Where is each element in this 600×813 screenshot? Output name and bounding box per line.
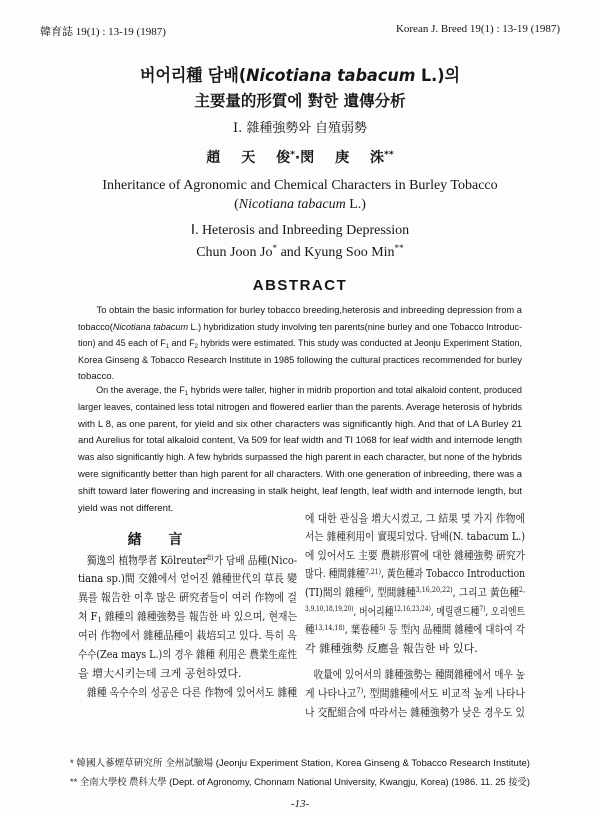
text-run: , 메릴랜드種 [430, 604, 480, 618]
text-run: , 오리엔트 [485, 604, 525, 618]
subscript: 1 [97, 615, 102, 625]
italic-run: Nicotiana tabacum [238, 197, 346, 212]
left-column-paragraph-2 [78, 684, 297, 703]
text-line [305, 684, 525, 703]
text-line: 수수(Zea mays L.)의 경우 雜種 利用은 農業生産性 [78, 648, 297, 662]
korean-subtitle: Ⅰ. 雜種強勢와 自殖弱勢 [232, 121, 368, 136]
text-line [305, 565, 525, 584]
text-line [78, 608, 298, 627]
korean-title-line-1 [140, 61, 460, 86]
text-line: ** 全南大學校 農科大學 (Dept. of Agronomy, Chonnam National University, Kwangju, Korea) (1986. 11. 25 接受) [70, 777, 530, 788]
superscript: 7) [479, 604, 486, 614]
text-line: 나 交配組合에 따라서는 雜種強勢가 낮은 경우도 있 [305, 705, 525, 719]
text-run: and F [169, 338, 195, 350]
text-line [78, 383, 522, 400]
superscript: 2, [518, 585, 525, 595]
text-line: were significantly better than high parent for all characters. With one generation of inbreeding, there was a [78, 468, 522, 480]
text-line: * 韓國人蔘煙草硏究所 全州試驗場 (Jeonju Experiment Station, Korea Ginseng & Tobacco Research Institute) [70, 758, 530, 769]
superscript: 3,9,10,18,19,20) [305, 604, 354, 614]
text-line [78, 336, 522, 353]
text-line: 異를 報告한 이후 많은 硏究者들이 여러 作物에 걸 [78, 591, 297, 605]
abstract-heading: ABSTRACT [252, 277, 348, 294]
text-run: 버어리種 담배( [140, 66, 247, 86]
text-run: , 그리고 黃色種 [452, 586, 519, 600]
text-line: larger leaves, contained less total nitrogen and flowered earlier than the parents. Average heterosis of hybrids [78, 401, 522, 413]
left-column-paragraph-1 [78, 552, 297, 684]
superscript: 12,16,23,24) [393, 604, 431, 614]
text-line: with L 8, as one parent, for yield and six other characters was significantly high. And that of LA Burley 21 [78, 418, 522, 430]
korean-authors [170, 147, 430, 167]
footnotes [70, 754, 530, 792]
journal-citation-english: Korean J. Breed 19(1) : 13-19 (1987) [395, 23, 560, 35]
text-run: , 型間雜種 [370, 586, 416, 600]
text-line: 여러 作物에서 雜種品種이 栽培되고 있다. 특히 옥 [78, 629, 297, 643]
text-run: L.) [345, 197, 366, 212]
superscript: ** [384, 149, 394, 161]
text-line [305, 603, 525, 622]
text-run: 趙 天 俊 [206, 150, 291, 166]
superscript: * [290, 149, 295, 161]
superscript: 7,21) [365, 566, 381, 576]
journal-citation-korean: 韓育誌 19(1) : 13-19 (1987) [40, 26, 166, 38]
text-run: 쳐 F [78, 610, 98, 624]
text-line: and Aurelius for total alkaloid content, Va 509 for leaf width and TI 1068 for leaf width and internode length [78, 435, 522, 447]
text-line [305, 621, 525, 640]
superscript: 13,14,18) [314, 622, 345, 632]
introduction-heading: 緖 言 [127, 532, 183, 548]
text-run: On the average, the F [96, 385, 185, 396]
korean-title-line-2: 主要量的形質에 對한 遺傳分析 [194, 92, 406, 110]
right-column-paragraph-1 [305, 510, 525, 659]
text-line: Korea Ginseng & Tobacco Research Institute in 1985 following the cultural practices recommended for burley [78, 354, 522, 366]
text-run: ·閔 庚 洙 [294, 150, 384, 166]
english-title-line-2 [180, 197, 420, 213]
text-run: L.) hybridization study involving ten parents(nine burley and one Tobacco Introduc- [188, 321, 522, 333]
subscript: 1 [165, 342, 170, 350]
superscript: * [272, 243, 278, 254]
english-authors [140, 245, 460, 261]
text-line: tobacco. [78, 371, 115, 383]
text-run: Chun Joon Jo [196, 245, 273, 260]
text-run: 게 나타나고 [305, 686, 357, 700]
text-run: tobacco( [78, 321, 113, 333]
text-line: 에 있어서도 主要 農耕形質에 대한 雜種強勢 硏究가 [305, 548, 525, 562]
text-line: shift toward later flowering and increasing in stalk height, leaf length, leaf width and internode length, but [78, 485, 522, 497]
text-run: , 버어리種 [353, 604, 394, 618]
text-line: yield was not different. [78, 502, 174, 514]
english-subtitle: Ⅰ. Heterosis and Inbreeding Depression [190, 223, 410, 238]
text-run: , 葉卷種 [344, 623, 380, 637]
text-run: (TI)間의 雜種 [305, 586, 365, 600]
abstract-paragraph-1 [78, 303, 522, 386]
text-run: 가 담배 品種(Nico- [213, 553, 297, 567]
italic-run: Nicotiana tabacum [246, 66, 416, 86]
subscript: 2 [194, 342, 198, 350]
text-run: 雜種의 雜種強勢를 報告한 바 있으며, 현재는 [101, 610, 298, 624]
text-line: tiana sp.)間 交雜에서 얻어진 雜種世代의 草長 變 [78, 572, 297, 586]
text-line: 각 雜種強勢 反應을 報告한 바 있다. [305, 641, 478, 655]
english-title-line-1: Inheritance of Agronomic and Chemical Characters in Burley Tobacco [102, 178, 498, 193]
subscript: 1 [184, 389, 189, 397]
superscript: 7) [356, 685, 364, 695]
text-run: and Kyung Soo Min [277, 245, 395, 260]
text-run: ( [234, 197, 239, 212]
text-line: was also significantly high. A few hybrids surpassed the high parent in each character, but none of the hybrids [78, 452, 522, 464]
text-run: 등 型內 品種間 雜種에 대하여 각 [385, 623, 525, 637]
text-line: 雜種 옥수수의 성공은 다른 作物에 있어서도 雜種 [86, 685, 297, 699]
text-run: hybrids were taller, higher in midrib proportion and total alkaloid content, produced [188, 385, 522, 396]
text-run: hybrids were estimated. This study was conducted at Jeonju Experiment Station, [197, 338, 522, 350]
text-line: To obtain the basic information for burley tobacco breeding,heterosis and inbreeding depression from a [96, 305, 522, 316]
text-run: tion) and 45 each of F [78, 338, 166, 350]
superscript: 6) [364, 585, 371, 595]
text-line [78, 552, 297, 571]
superscript: 3,16,20,22) [415, 585, 453, 595]
text-line: 서는 雜種利用이 實現되었다. 담배(N. tabacum L.) [305, 530, 525, 544]
superscript: 5) [379, 622, 386, 632]
italic-run: Nicotiana tabacum [112, 321, 189, 333]
page-number: -13- [290, 798, 310, 810]
text-line [78, 320, 522, 337]
text-run: L.)의 [415, 66, 460, 86]
text-run: , 型間雜種에서도 비교적 높게 나타나 [363, 686, 525, 700]
text-run: , 黃色種과 Tobacco Introduction [380, 567, 525, 581]
abstract-paragraph-2 [78, 383, 522, 517]
text-run: 種 [305, 623, 315, 637]
text-run: 많다. 種間雜種 [305, 567, 366, 581]
text-line: 收量에 있어서의 雜種強勢는 種間雜種에서 매우 높 [313, 667, 525, 681]
text-line [305, 584, 525, 603]
superscript: ** [394, 243, 404, 254]
text-line: 을 增大시키는데 크게 공헌하였다. [78, 666, 242, 680]
text-run: 獨逸의 植物學者 Kölreuter [86, 553, 208, 567]
text-line: 에 대한 관심을 增大시켰고, 그 結果 몇 가지 作物에 [305, 511, 525, 525]
superscript: 8) [207, 552, 214, 562]
right-column-paragraph-2 [305, 665, 525, 722]
